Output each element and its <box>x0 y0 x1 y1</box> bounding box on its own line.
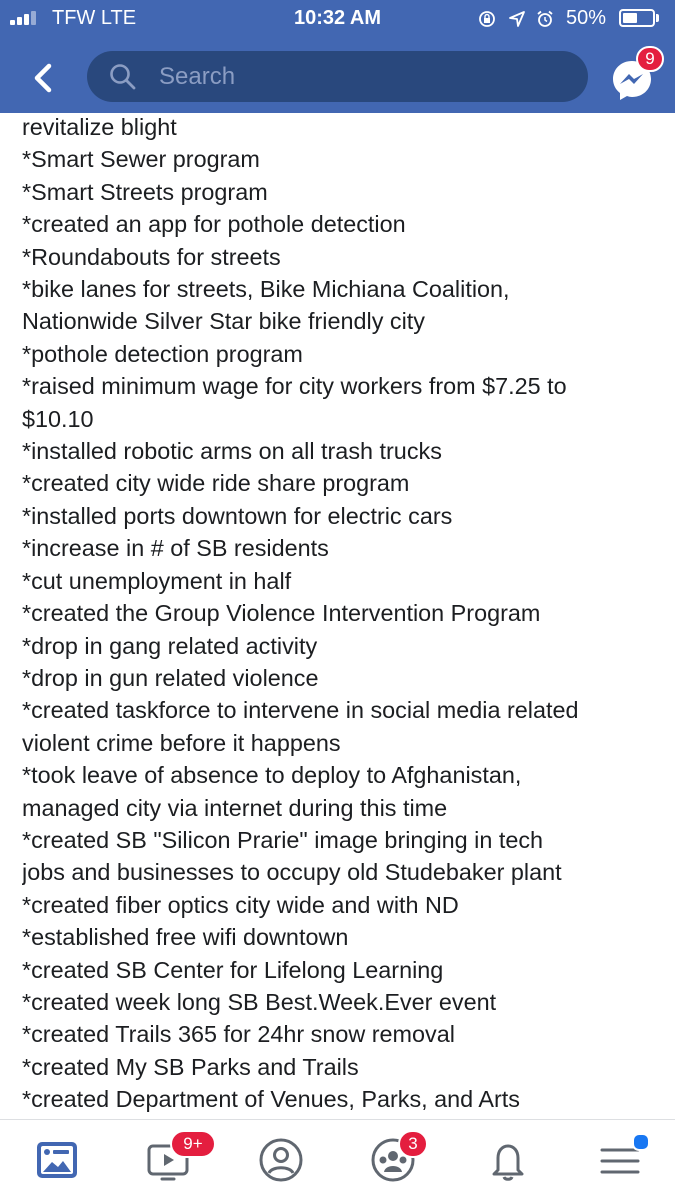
post-line: *Smart Streets program <box>22 178 268 205</box>
post-line: *cut unemployment in half <box>22 567 292 594</box>
post-line: *installed robotic arms on all trash trucks <box>22 438 442 465</box>
notifications-icon[interactable] <box>484 1136 532 1184</box>
post-body <box>22 111 662 1119</box>
post-line: violent crime before it happens <box>22 729 341 756</box>
post-line: *Roundabouts for streets <box>22 243 281 270</box>
post-line: *created SB Center for Lifelong Learning <box>22 956 444 983</box>
post-line: revitalize blight <box>22 114 177 140</box>
post-line: *created taskforce to intervene in social media related <box>22 697 579 724</box>
post-line: *created week long SB Best.Week.Ever event <box>22 988 497 1015</box>
search-placeholder: Search <box>159 63 236 90</box>
post-line: *took leave of absence to deploy to Afghanistan, <box>22 762 522 789</box>
post-line: *drop in gang related activity <box>22 632 318 659</box>
alarm-icon <box>536 10 554 28</box>
post-line: *installed ports downtown for electric cars <box>22 502 453 529</box>
post-line: *bike lanes for streets, Bike Michiana Coalition, <box>22 276 510 303</box>
back-arrow-icon[interactable] <box>27 58 63 98</box>
post-line: *Smart Sewer program <box>22 146 260 173</box>
watch-badge: 9+ <box>170 1130 216 1158</box>
post-line: managed city via internet during this time <box>22 794 448 821</box>
post-line: *increase in # of SB residents <box>22 535 329 562</box>
battery-tip <box>656 14 659 22</box>
menu-dot <box>632 1133 650 1151</box>
post-line: *created fiber optics city wide and with ND <box>22 891 459 918</box>
battery-percent: 50% <box>566 7 607 29</box>
messenger-badge: 9 <box>636 46 664 72</box>
groups-badge: 3 <box>398 1130 428 1158</box>
post-line: *pothole detection program <box>22 340 303 367</box>
post-line: *drop in gun related violence <box>22 664 319 691</box>
post-line: jobs and businesses to occupy old Studebaker plant <box>22 859 562 886</box>
post-line: *created SB "Silicon Prarie" image bringing in tech <box>22 826 544 853</box>
post-line: *created an app for pothole detection <box>22 211 406 238</box>
status-bar <box>0 0 675 38</box>
post-line: *created My SB Parks and Trails <box>22 1053 359 1080</box>
search-icon <box>109 63 137 91</box>
battery-icon <box>619 9 655 27</box>
tab-bar <box>0 1119 675 1201</box>
post-line: *created city wide ride share program <box>22 470 410 497</box>
post-line: *created the Group Violence Intervention Program <box>22 600 541 627</box>
profile-icon[interactable] <box>257 1136 305 1184</box>
clock: 10:32 AM <box>293 7 382 29</box>
top-bar <box>0 0 675 113</box>
post-line: $10.10 <box>22 405 94 432</box>
post-line: *created Department of Venues, Parks, and Arts <box>22 1086 520 1113</box>
location-icon <box>508 10 526 28</box>
orientation-lock-icon <box>478 10 496 28</box>
post-line: *established free wifi downtown <box>22 924 349 951</box>
post-line: *created Trails 365 for 24hr snow removal <box>22 1021 455 1048</box>
post-line: *raised minimum wage for city workers from $7.25 to <box>22 373 567 400</box>
news-feed-icon[interactable] <box>33 1136 81 1184</box>
post-line: Nationwide Silver Star bike friendly city <box>22 308 425 335</box>
carrier-label: TFW LTE <box>52 7 137 29</box>
search-input[interactable] <box>87 51 588 102</box>
